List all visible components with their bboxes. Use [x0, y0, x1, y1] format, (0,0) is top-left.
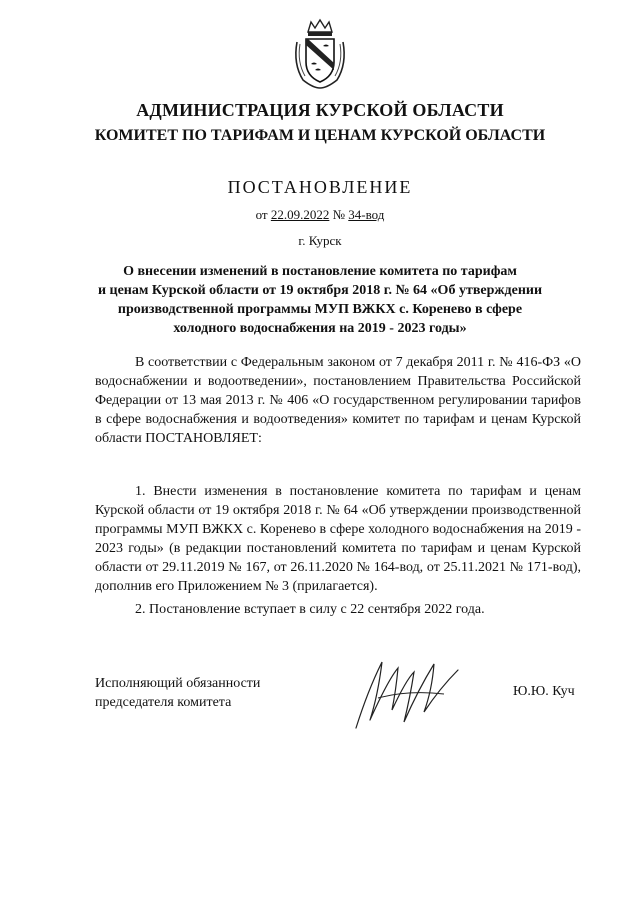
position-line: председателя комитета: [95, 695, 232, 710]
decree-date: 22.09.2022: [270, 207, 330, 222]
subject-line: и ценам Курской области от 19 октября 2018 г. № 64 «Об утверждении: [97, 283, 543, 298]
date-prefix: от: [255, 207, 268, 222]
number-prefix: №: [332, 207, 346, 222]
decree-title: ПОСТАНОВЛЕНИЕ: [227, 177, 413, 197]
handwritten-signature: [348, 650, 468, 735]
signatory-position: [95, 674, 260, 712]
decree-dateline: [0, 207, 640, 223]
item-2-paragraph: 2. Постановление вступает в силу с 22 сентября 2022 года.: [135, 602, 485, 617]
coat-of-arms-icon: [291, 18, 349, 90]
subject-line: производственной программы МУП ВЖКХ с. Коренево в сфере: [117, 302, 523, 317]
subject-line: холодного водоснабжения на 2019 - 2023 годы»: [173, 321, 467, 336]
item-1-paragraph: 1. Внести изменения в постановление комитета по тарифам и ценам Курской области от 19 октября 2018 г. № 64 «Об утверждении производственной программы МУП ВЖКХ с. Коренево в сфере холодного водоснабжения на 2019 - 2023 годы» (в редакции постановлений комитета по тарифам и ценам Курской области от 29.11.2019 № 167, от 26.11.2020 № 164-вод, от 25.11.2021 № 171-вод), дополнив его Приложением № 3 (прилагается).: [95, 484, 581, 594]
preamble-paragraph: В соответствии с Федеральным законом от 7 декабря 2011 г. № 416-ФЗ «О водоснабжении и водоотведении», постановлением Правительства Российской Федерации от 13 мая 2013 г. № 406 «О государственном регулировании тарифов в сфере водоснабжения и водоотведения» комитет по тарифам и ценам Курской области ПОСТАНОВЛЯЕТ:: [95, 355, 581, 446]
committee-title: КОМИТЕТ ПО ТАРИФАМ И ЦЕНАМ КУРСКОЙ ОБЛАСТИ: [94, 127, 546, 144]
subject-line: О внесении изменений в постановление комитета по тарифам: [123, 264, 517, 279]
decree-subject: [80, 262, 560, 338]
decree-number: 34-вод: [348, 207, 385, 222]
decree-city: г. Курск: [298, 233, 342, 248]
position-line: Исполняющий обязанности: [95, 676, 261, 691]
org-title: АДМИНИСТРАЦИЯ КУРСКОЙ ОБЛАСТИ: [136, 100, 504, 120]
signatory-name: Ю.Ю. Куч: [513, 684, 575, 699]
